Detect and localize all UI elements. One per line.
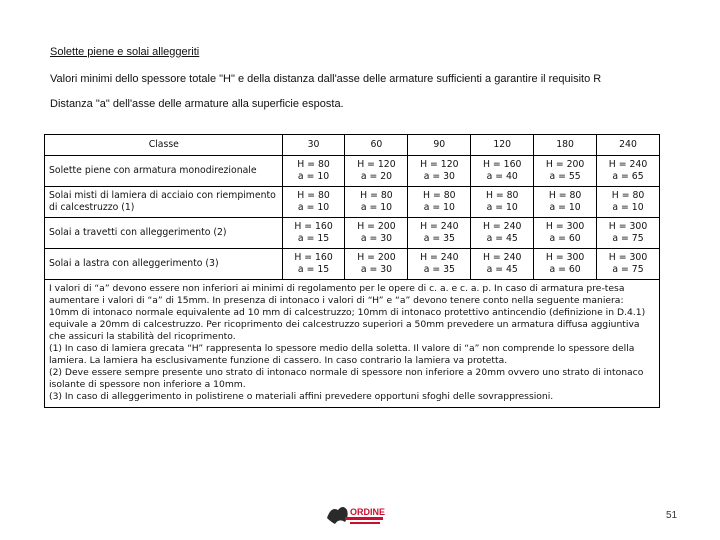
row-label: Solai a lastra con alleggerimento (3)	[45, 249, 283, 280]
value-cell	[282, 156, 345, 187]
value-cell	[597, 218, 660, 249]
h-value: H = 300	[545, 220, 585, 232]
a-value: a = 10	[423, 202, 455, 213]
value-cell	[345, 249, 408, 280]
h-value: H = 80	[360, 189, 393, 201]
value-cell	[534, 156, 597, 187]
row-label: Solette piene con armatura monodirezionale	[45, 156, 283, 187]
value-cell	[597, 187, 660, 218]
h-value: H = 160	[294, 251, 333, 263]
note-line: (3) In caso di alleggerimento in polistirene o materiali affini prevedere opportuni sfoghi delle sovrappressioni.	[49, 390, 554, 402]
class-header-cell: 180	[534, 135, 597, 156]
a-value: a = 65	[612, 171, 644, 182]
value-cell	[597, 249, 660, 280]
h-value: H = 80	[297, 158, 330, 170]
table-row	[45, 218, 660, 249]
logo-red-bar	[345, 517, 383, 520]
a-value: a = 30	[423, 171, 455, 182]
a-value: a = 15	[297, 233, 330, 244]
value-cell	[408, 249, 471, 280]
value-cell	[282, 218, 345, 249]
a-value: a = 10	[612, 202, 644, 213]
h-value: H = 160	[482, 158, 522, 170]
value-cell	[471, 187, 534, 218]
h-value: H = 300	[608, 251, 648, 263]
table-row	[45, 156, 660, 187]
h-value: H = 200	[357, 251, 396, 263]
value-cell	[345, 156, 408, 187]
a-value: a = 20	[360, 171, 393, 182]
value-cell	[471, 156, 534, 187]
value-cell	[471, 249, 534, 280]
a-value: a = 15	[297, 264, 330, 275]
h-value: H = 240	[482, 251, 522, 263]
distance-note: Distanza "a" dell'asse delle armature alla superficie esposta.	[50, 98, 344, 110]
note-line: (2) Deve essere sempre presente uno strato di intonaco normale di spessore non inferiore a 20mm ovvero uno strato di intonaco isolante di spessore non inferiore a 10mm.	[49, 366, 644, 390]
h-value: H = 80	[485, 189, 519, 201]
a-value: a = 10	[360, 202, 393, 213]
value-cell	[408, 156, 471, 187]
value-cell	[534, 218, 597, 249]
value-cell	[408, 187, 471, 218]
value-cell	[534, 187, 597, 218]
a-value: a = 10	[549, 202, 581, 213]
a-value: a = 45	[486, 233, 518, 244]
value-cell	[282, 249, 345, 280]
h-value: H = 120	[357, 158, 396, 170]
table-body	[45, 156, 660, 280]
a-value: a = 30	[360, 233, 393, 244]
a-value: a = 10	[486, 202, 518, 213]
logo-figure-icon	[327, 507, 348, 524]
h-value: H = 240	[482, 220, 522, 232]
a-value: a = 40	[486, 171, 518, 182]
value-cell	[534, 249, 597, 280]
page-title: Solette piene e solai alleggeriti	[50, 46, 200, 58]
fire-resistance-table	[44, 134, 660, 408]
class-header-label: Classe	[45, 135, 283, 156]
row-label: Solai a travetti con alleggerimento (2)	[45, 218, 283, 249]
h-value: H = 240	[420, 220, 459, 232]
notes-cell	[45, 280, 660, 408]
a-value: a = 60	[549, 264, 581, 275]
h-value: H = 80	[548, 189, 582, 201]
value-cell	[345, 218, 408, 249]
h-value: H = 240	[608, 158, 648, 170]
ordine-logo	[323, 498, 385, 528]
class-header-cell: 90	[408, 135, 471, 156]
a-value: a = 35	[423, 233, 455, 244]
value-cell	[282, 187, 345, 218]
note-line: (1) In caso di lamiera grecata “H” rappresenta lo spessore medio della soletta. Il valore di “a” non comprende lo spessore della lamiera. La lamiera ha esclusivamente funzione di cassero. In caso contrario la lamiera va protetta.	[49, 342, 635, 366]
a-value: a = 75	[612, 264, 644, 275]
class-header-cell: 60	[345, 135, 408, 156]
h-value: H = 300	[608, 220, 648, 232]
page-number: 51	[666, 510, 678, 521]
a-value: a = 10	[297, 202, 330, 213]
h-value: H = 300	[545, 251, 585, 263]
value-cell	[471, 218, 534, 249]
a-value: a = 55	[549, 171, 581, 182]
a-value: a = 75	[612, 233, 644, 244]
logo-text: ORDINE	[350, 507, 385, 517]
table-row	[45, 187, 660, 218]
logo-subtitle-line	[350, 522, 380, 524]
row-label: Solai misti di lamiera di acciaio con riempimento di calcestruzzo (1)	[45, 187, 283, 218]
value-cell	[408, 218, 471, 249]
value-cell	[597, 156, 660, 187]
notes-row	[45, 280, 660, 408]
class-header-cell: 30	[282, 135, 345, 156]
h-value: H = 160	[294, 220, 333, 232]
table-header-row	[45, 135, 660, 156]
a-value: a = 35	[423, 264, 455, 275]
h-value: H = 200	[545, 158, 585, 170]
h-value: H = 200	[357, 220, 396, 232]
h-value: H = 120	[420, 158, 459, 170]
description-text: Valori minimi dello spessore totale "H" e della distanza dall'asse delle armature sufficienti a garantire il requisito R	[50, 73, 602, 85]
h-value: H = 80	[297, 189, 330, 201]
class-header-cell: 120	[471, 135, 534, 156]
h-value: H = 80	[611, 189, 645, 201]
a-value: a = 30	[360, 264, 393, 275]
a-value: a = 45	[486, 264, 518, 275]
h-value: H = 240	[420, 251, 459, 263]
table-row	[45, 249, 660, 280]
h-value: H = 80	[423, 189, 456, 201]
a-value: a = 60	[549, 233, 581, 244]
note-line: I valori di “a” devono essere non inferiori ai minimi di regolamento per le opere di c. a. e c. a. p. In caso di armatura pre-tesa aumentare i valori di “a” di 15mm. In presenza di intonaco i valori di “H” e “a” devono tenere conto nella seguente maniera: 10mm di intonaco normale equivalente ad 10 mm di calcestruzzo; 10mm di intonaco protettivo antincendio (definizione in D.4.1) equivale a 20mm di calcestruzzo. Per ricoprimento dei calcestruzzo superiori a 50mm prevedere un armatura diffusa aggiuntiva che assicuri la stabilità del ricoprimento.	[49, 283, 646, 342]
value-cell	[345, 187, 408, 218]
a-value: a = 10	[297, 171, 330, 182]
class-header-cell: 240	[597, 135, 660, 156]
